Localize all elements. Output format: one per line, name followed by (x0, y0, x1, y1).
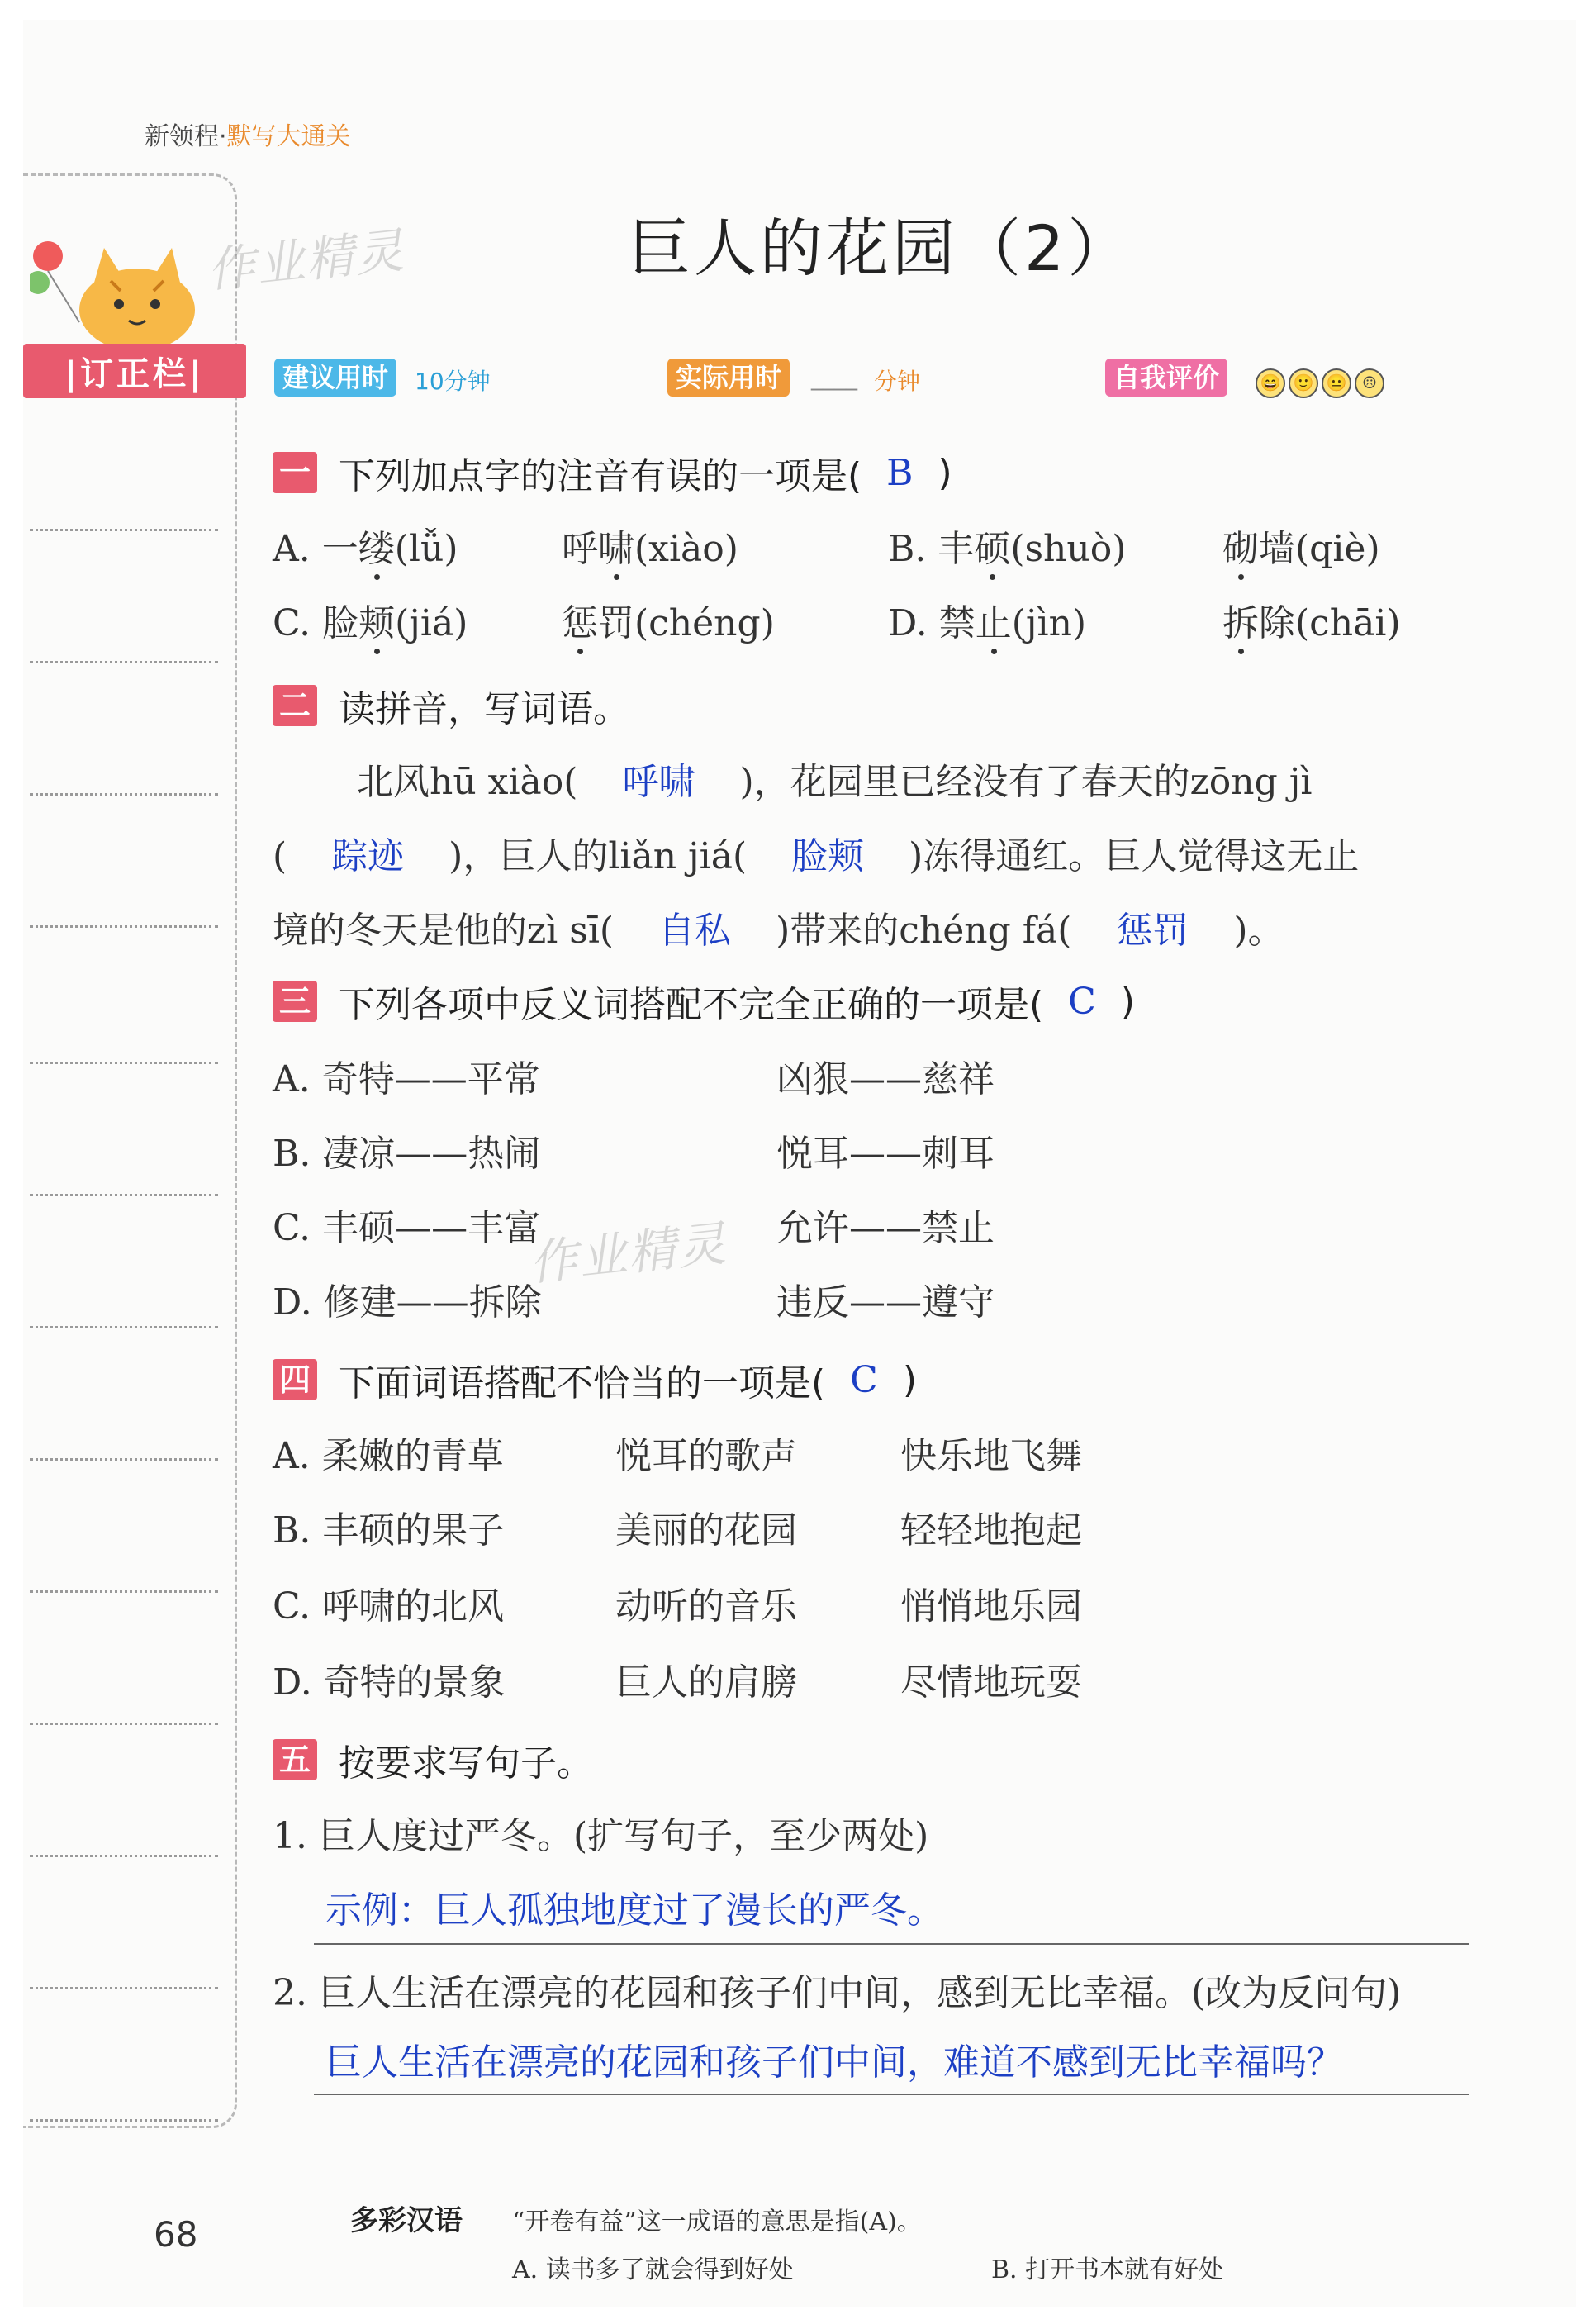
option-row: C. 脸颊(jiá) (273, 602, 468, 644)
option-item: A. 柔嫩的青草 (273, 1435, 504, 1477)
option-item: C. 丰硕——丰富 (273, 1207, 541, 1249)
correction-line (30, 793, 218, 796)
question-close: ) (902, 1358, 918, 1401)
filled-answer: 自私 (658, 910, 732, 952)
page-number: 68 (154, 2214, 198, 2255)
option-item: 允许——禁止 (776, 1207, 995, 1249)
option-row: 拆除(chāi) (1222, 602, 1401, 644)
question-number: 五 (273, 1739, 317, 1780)
option-item: D. 修建——拆除 (273, 1281, 542, 1324)
fill-line: 北风hū xiào( 呼啸 )，花园里已经没有了春天的zōng jì (357, 761, 1313, 803)
face-smile-icon[interactable]: 🙂 (1289, 368, 1318, 398)
sentence-task: 1. 巨人度过严冬。(扩写句子，至少两处) (273, 1815, 929, 1857)
option-item: 悦耳——刺耳 (776, 1133, 995, 1175)
question-3-heading (273, 975, 1135, 1028)
answer: B (886, 451, 914, 494)
option-row: B. 丰硕(shuò) (888, 528, 1127, 570)
option-item: 悄悄地乐园 (900, 1585, 1082, 1628)
option-item: C. 呼啸的北风 (273, 1585, 505, 1628)
option-item: D. 奇特的景象 (273, 1661, 506, 1704)
option-row: 呼啸(xiào) (562, 528, 738, 570)
correction-tag: |订正栏| (23, 344, 246, 398)
lesson-title: 巨人的花园（2） (628, 211, 1134, 285)
suggested-time-value: 10分钟 (415, 368, 491, 395)
answer: C (850, 1358, 878, 1401)
correction-line (30, 661, 218, 663)
option-item: 尽情地玩耍 (900, 1661, 1082, 1704)
option-item: 违反——遵守 (776, 1281, 995, 1324)
actual-time-label: 实际用时 (667, 359, 790, 397)
correction-line (30, 2119, 218, 2122)
filled-answer: 惩罚 (1116, 910, 1189, 952)
written-answer: 巨人生活在漂亮的花园和孩子们中间，难道不感到无比幸福吗？ (325, 2041, 1343, 2084)
correction-line (30, 1326, 218, 1328)
face-sad-icon[interactable]: ☹ (1355, 368, 1384, 398)
correction-line (30, 1590, 218, 1593)
correction-line (30, 1194, 218, 1196)
footer-question: “开卷有益”这一成语的意思是指(A)。 (512, 2208, 922, 2236)
filled-answer: 踪迹 (331, 835, 405, 877)
option-item: 巨人的肩膀 (615, 1661, 797, 1704)
cat-mascot-icon (30, 231, 211, 347)
question-close: ) (1120, 980, 1136, 1023)
correction-line (30, 925, 218, 928)
fill-line: 境的冬天是他的zì sī( 自私 )带来的chéng fá( 惩罚 )。 (273, 910, 1284, 952)
option-row: 砌墙(qiè) (1222, 528, 1380, 570)
question-number: 三 (273, 981, 317, 1022)
answer: C (1068, 980, 1096, 1023)
option-item: 悦耳的歌声 (615, 1435, 797, 1477)
question-prompt: 下列加点字的注音有误的一项是( (339, 455, 862, 497)
correction-line (30, 1987, 218, 1989)
self-evaluation-label: 自我评价 (1105, 359, 1227, 397)
question-prompt: 下面词语搭配不恰当的一项是( (339, 1362, 826, 1404)
option-item: 动听的音乐 (615, 1585, 797, 1628)
footer-label: 多彩汉语 (350, 2204, 463, 2237)
actual-time-unit: 分钟 (874, 368, 921, 395)
sentence-task: 2. 巨人生活在漂亮的花园和孩子们中间，感到无比幸福。(改为反问句) (273, 1972, 1402, 2014)
correction-line (30, 1458, 218, 1461)
face-neutral-icon[interactable]: 😐 (1322, 368, 1351, 398)
question-1-heading (273, 446, 952, 499)
series-header (145, 116, 351, 152)
fill-line: ( 踪迹 )，巨人的liǎn jiá( 脸颊 )冻得通红。巨人觉得这无止 (273, 835, 1360, 877)
question-number: 四 (273, 1359, 317, 1400)
option-item: 凶狠——慈祥 (776, 1058, 995, 1100)
question-prompt: 下列各项中反义词搭配不完全正确的一项是( (339, 984, 1044, 1026)
watermark: 作业精灵 (526, 1214, 730, 1292)
option-row: A. 一缕(lǚ) (273, 528, 458, 570)
face-happy-icon[interactable]: 😄 (1256, 368, 1285, 398)
question-close: ) (938, 451, 952, 494)
footer-option-a: A. 读书多了就会得到好处 (512, 2255, 794, 2284)
filled-answer: 呼啸 (622, 761, 695, 803)
actual-time-blank: ____ (811, 364, 857, 391)
correction-line (30, 1723, 218, 1725)
series-name: 新领程 (145, 122, 219, 151)
option-item: 轻轻地抱起 (900, 1509, 1082, 1552)
option-row: D. 禁止(jìn) (888, 602, 1087, 644)
option-item: 快乐地飞舞 (900, 1435, 1082, 1477)
suggested-time-label: 建议用时 (274, 359, 396, 397)
question-4-heading (273, 1353, 917, 1406)
watermark: 作业精灵 (204, 221, 408, 299)
footer-option-b: B. 打开书本就有好处 (991, 2255, 1224, 2284)
question-prompt: 按要求写句子。 (339, 1742, 593, 1785)
correction-line (30, 529, 218, 531)
question-number: 二 (273, 685, 317, 726)
written-answer: 示例：巨人孤独地度过了漫长的严冬。 (325, 1889, 943, 1932)
correction-line (30, 1062, 218, 1064)
option-item: A. 奇特——平常 (273, 1058, 540, 1100)
filled-answer: 脸颊 (791, 835, 865, 877)
option-item: B. 丰硕的果子 (273, 1509, 505, 1552)
answer-line (314, 1943, 1469, 1945)
question-number: 一 (273, 452, 317, 493)
option-row: 惩罚(chéng) (562, 602, 775, 644)
option-item: B. 凄凉——热闹 (273, 1133, 541, 1175)
question-2-heading (273, 679, 629, 732)
question-prompt: 读拼音，写词语。 (339, 688, 629, 730)
header-separator: · (219, 122, 227, 151)
question-5-heading (273, 1733, 593, 1786)
correction-line (30, 1855, 218, 1857)
option-item: 美丽的花园 (615, 1509, 797, 1552)
correction-column (23, 173, 237, 2128)
answer-line (314, 2094, 1469, 2095)
book-name: 默写大通关 (226, 122, 351, 151)
